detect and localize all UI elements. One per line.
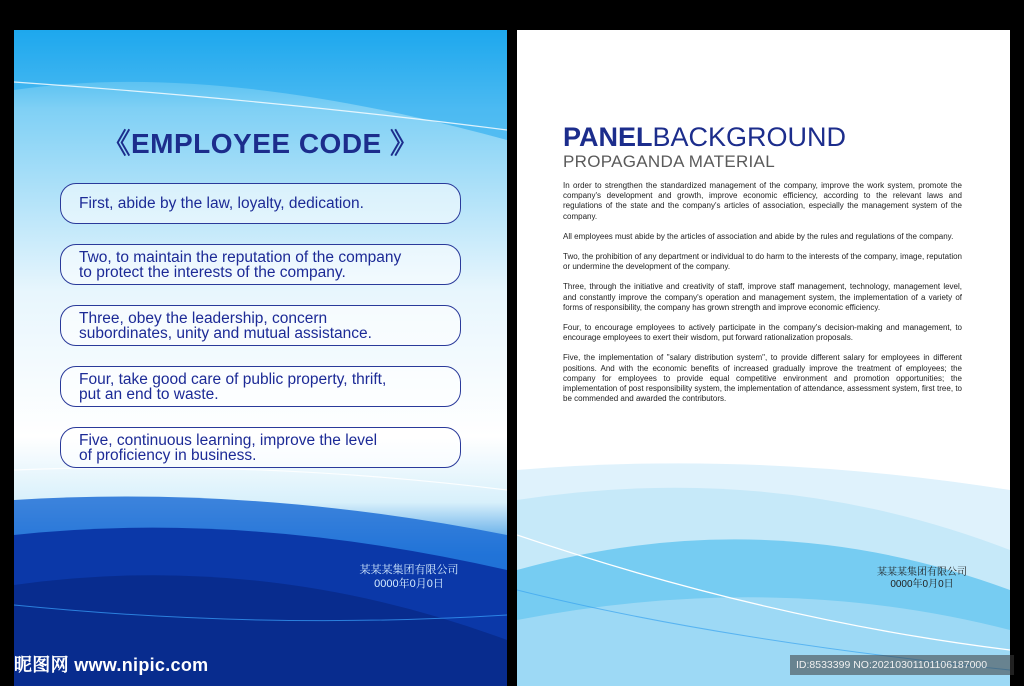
rule-item: Five, continuous learning, improve the level of proficiency in business.: [60, 427, 461, 468]
panel-title-light: BACKGROUND: [652, 122, 847, 152]
paragraph: In order to strengthen the standardized management of the company, improve the work system, promote the company's development and growth, improve economic efficiency, according to the relevant laws and regulations of the state and the company's articles of association, especially the management system of the company.: [563, 181, 962, 221]
sign-date: 0000年0月0日: [374, 578, 444, 590]
company-signature: [867, 567, 977, 591]
paragraph: Five, the implementation of "salary distribution system", to provide different salary for employees in different positions. And with the economic benefits of increased gradually improve the treatment of employees; the company for employees to provide equal competitive environment and promotion opportunities; the implementation of post responsibility system, the implementation of attendance, assessment system, first tree, to be commended and awarded the contributors.: [563, 353, 962, 404]
employee-code-panel: [14, 30, 507, 686]
panel-title-bold: PANEL: [563, 122, 653, 152]
company-name: 某某某集团有限公司: [877, 567, 967, 578]
nipic-watermark: 昵图网 www.nipic.com: [14, 655, 209, 675]
employee-code-title: 《EMPLOYEE CODE 》: [102, 128, 419, 159]
paragraph: Three, through the initiative and creativity of staff, improve staff management, technology, management level, and constantly improve the company's operation and management system, the implementation of a variety of forms of responsibility, the company has grown strength and improve economic efficiency.: [563, 282, 962, 312]
rule-item: Three, obey the leadership, concern subordinates, unity and mutual assistance.: [60, 305, 461, 346]
rule-item: Four, take good care of public property, thrift, put an end to waste.: [60, 366, 461, 407]
panel-subtitle: PROPAGANDA MATERIAL: [563, 152, 775, 171]
rule-item: Two, to maintain the reputation of the company to protect the interests of the company.: [60, 244, 461, 285]
company-name: 某某某集团有限公司: [359, 564, 459, 576]
paragraph: Four, to encourage employees to actively participate in the company's decision-making and management, to encourage employees to exert their wisdom, put forward rationalization proposals.: [563, 323, 962, 343]
paragraph: All employees must abide by the articles of association and abide by the rules and regulations of the company.: [563, 231, 954, 241]
company-signature: [354, 563, 464, 591]
sign-date: 0000年0月0日: [890, 579, 954, 590]
body-text: [563, 181, 962, 414]
rule-item: First, abide by the law, loyalty, dedication.: [60, 183, 461, 224]
panel-title: [563, 122, 846, 152]
propaganda-panel: [517, 30, 1010, 686]
image-id-badge: ID:8533399 NO:20210301101106187000: [790, 655, 1014, 675]
paragraph: Two, the prohibition of any department or individual to do harm to the interests of the company, image, reputation or undermine the development of the company.: [563, 252, 962, 272]
